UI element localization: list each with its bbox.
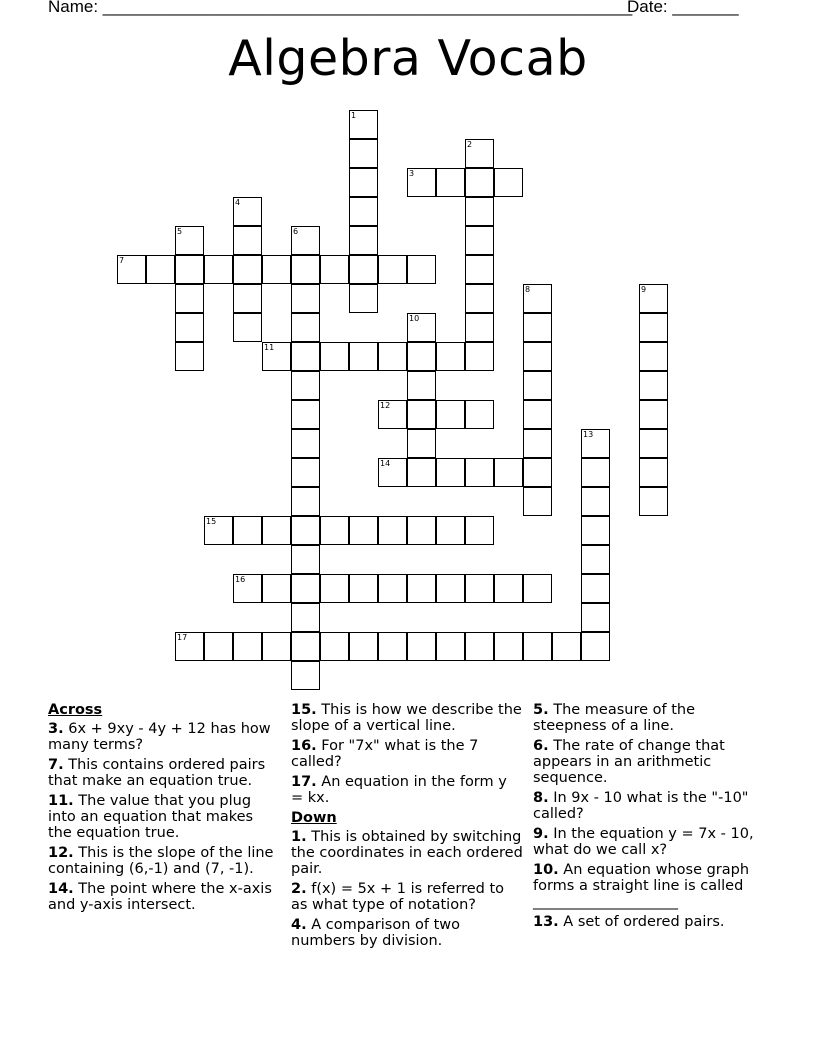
crossword-cell[interactable] — [436, 342, 465, 371]
clue-number: 6 — [293, 227, 299, 236]
crossword-cell[interactable] — [233, 313, 262, 342]
crossword-cell[interactable] — [175, 632, 204, 661]
clue-down-10: 10. An equation whose graph forms a straight line is called ____________________ — [533, 862, 750, 910]
crossword-cell[interactable] — [378, 632, 407, 661]
crossword-cell[interactable] — [436, 400, 465, 429]
crossword-cell[interactable] — [291, 313, 320, 342]
crossword-cell[interactable] — [407, 168, 436, 197]
crossword-cell[interactable] — [407, 632, 436, 661]
crossword-cell[interactable] — [465, 284, 494, 313]
clue-number: 14 — [380, 459, 391, 468]
crossword-cell[interactable] — [291, 632, 320, 661]
clue-across-12: 12. This is the slope of the line containing (6,-1) and (7, -1). — [48, 845, 274, 877]
crossword-cell[interactable] — [291, 400, 320, 429]
crossword-cell[interactable] — [523, 342, 552, 371]
crossword-cell[interactable] — [465, 516, 494, 545]
crossword-cell[interactable] — [291, 516, 320, 545]
crossword-cell[interactable] — [436, 574, 465, 603]
crossword-cell[interactable] — [494, 168, 523, 197]
crossword-cell[interactable] — [291, 371, 320, 400]
crossword-cell[interactable] — [639, 284, 668, 313]
clue-number: 13 — [583, 430, 594, 439]
crossword-cell[interactable] — [291, 545, 320, 574]
page-title: Algebra Vocab — [228, 30, 588, 87]
clue-number: 2 — [467, 140, 473, 149]
crossword-cell[interactable] — [436, 516, 465, 545]
crossword-cell[interactable] — [291, 574, 320, 603]
crossword-cell[interactable] — [291, 458, 320, 487]
crossword-cell[interactable] — [523, 574, 552, 603]
clue-column-3 — [533, 702, 765, 934]
crossword-cell[interactable] — [349, 342, 378, 371]
crossword-cell[interactable] — [465, 313, 494, 342]
crossword-cell[interactable] — [494, 574, 523, 603]
crossword-cell[interactable] — [349, 516, 378, 545]
crossword-cell[interactable] — [465, 197, 494, 226]
clue-across-3: 3. 6x + 9xy - 4y + 12 has how many terms? — [48, 721, 271, 753]
crossword-cell[interactable] — [378, 574, 407, 603]
crossword-cell[interactable] — [262, 342, 291, 371]
crossword-cell[interactable] — [320, 632, 349, 661]
date-field-label: Date: _______ — [627, 0, 739, 16]
crossword-cell[interactable] — [523, 284, 552, 313]
crossword-cell[interactable] — [175, 255, 204, 284]
clue-down-6: 6. The rate of change that appears in an arithmetic sequence. — [533, 738, 725, 786]
crossword-cell[interactable] — [465, 400, 494, 429]
crossword-cell[interactable] — [262, 255, 291, 284]
crossword-cell[interactable] — [320, 342, 349, 371]
crossword-cell[interactable] — [320, 255, 349, 284]
crossword-cell[interactable] — [523, 371, 552, 400]
crossword-cell[interactable] — [581, 429, 610, 458]
crossword-cell[interactable] — [262, 632, 291, 661]
crossword-cell[interactable] — [378, 516, 407, 545]
clue-number: 9 — [641, 285, 647, 294]
crossword-cell[interactable] — [523, 487, 552, 516]
crossword-cell[interactable] — [233, 197, 262, 226]
crossword-cell[interactable] — [407, 429, 436, 458]
crossword-cell[interactable] — [465, 458, 494, 487]
crossword-cell[interactable] — [349, 197, 378, 226]
crossword-cell[interactable] — [523, 632, 552, 661]
crossword-cell[interactable] — [581, 545, 610, 574]
crossword-cell[interactable] — [465, 255, 494, 284]
crossword-cell[interactable] — [465, 342, 494, 371]
crossword-cell[interactable] — [581, 603, 610, 632]
crossword-cell[interactable] — [291, 284, 320, 313]
crossword-cell[interactable] — [175, 226, 204, 255]
crossword-cell[interactable] — [465, 139, 494, 168]
crossword-cell[interactable] — [233, 574, 262, 603]
crossword-cell[interactable] — [378, 458, 407, 487]
clue-column-1 — [48, 702, 280, 917]
crossword-cell[interactable] — [523, 400, 552, 429]
crossword-cell[interactable] — [639, 342, 668, 371]
crossword-cell[interactable] — [639, 429, 668, 458]
clue-number: 16 — [235, 575, 246, 584]
crossword-cell[interactable] — [349, 284, 378, 313]
clue-down-1: 1. This is obtained by switching the coordinates in each ordered pair. — [291, 829, 523, 877]
clue-number: 11 — [264, 343, 275, 352]
crossword-cell[interactable] — [349, 139, 378, 168]
crossword-cell[interactable] — [291, 342, 320, 371]
crossword-cell[interactable] — [204, 632, 233, 661]
clue-number: 1 — [351, 111, 357, 120]
crossword-cell[interactable] — [233, 632, 262, 661]
crossword-cell[interactable] — [523, 429, 552, 458]
crossword-cell[interactable] — [175, 342, 204, 371]
clue-number: 7 — [119, 256, 125, 265]
crossword-cell[interactable] — [639, 371, 668, 400]
clue-across-11: 11. The value that you plug into an equation that makes the equation true. — [48, 793, 254, 841]
crossword-cell[interactable] — [349, 110, 378, 139]
crossword-cell[interactable] — [175, 313, 204, 342]
crossword-cell[interactable] — [581, 487, 610, 516]
crossword-cell[interactable] — [407, 371, 436, 400]
down-heading: Down — [291, 810, 337, 826]
crossword-cell[interactable] — [175, 284, 204, 313]
crossword-cell[interactable] — [639, 400, 668, 429]
clue-across-16: 16. For "7x" what is the 7 called? — [291, 738, 479, 770]
crossword-cell[interactable] — [465, 632, 494, 661]
crossword-cell[interactable] — [581, 632, 610, 661]
clue-column-2 — [291, 702, 523, 953]
crossword-cell[interactable] — [349, 226, 378, 255]
crossword-cell[interactable] — [146, 255, 175, 284]
crossword-cell[interactable] — [465, 168, 494, 197]
crossword-cell[interactable] — [436, 632, 465, 661]
clue-across-7: 7. This contains ordered pairs that make an equation true. — [48, 757, 266, 789]
crossword-cell[interactable] — [581, 458, 610, 487]
crossword-cell[interactable] — [378, 342, 407, 371]
clue-number: 12 — [380, 401, 391, 410]
crossword-cell[interactable] — [233, 255, 262, 284]
crossword-cell[interactable] — [349, 168, 378, 197]
crossword-cell[interactable] — [639, 487, 668, 516]
clue-across-15: 15. This is how we describe the slope of a vertical line. — [291, 702, 522, 734]
crossword-cell[interactable] — [407, 313, 436, 342]
crossword-cell[interactable] — [407, 342, 436, 371]
clue-number: 10 — [409, 314, 420, 323]
clue-number: 15 — [206, 517, 217, 526]
clue-down-13: 13. A set of ordered pairs. — [533, 914, 725, 930]
clue-number: 8 — [525, 285, 531, 294]
crossword-cell[interactable] — [407, 255, 436, 284]
crossword-cell[interactable] — [291, 429, 320, 458]
crossword-cell[interactable] — [233, 284, 262, 313]
crossword-cell[interactable] — [349, 255, 378, 284]
crossword-cell[interactable] — [523, 458, 552, 487]
across-heading: Across — [48, 702, 103, 718]
clue-down-9: 9. In the equation y = 7x - 10, what do we call x? — [533, 826, 754, 858]
crossword-cell[interactable] — [378, 255, 407, 284]
crossword-cell[interactable] — [407, 516, 436, 545]
crossword-cell[interactable] — [233, 226, 262, 255]
crossword-cell[interactable] — [581, 516, 610, 545]
crossword-cell[interactable] — [262, 516, 291, 545]
crossword-cell[interactable] — [291, 661, 320, 690]
clue-number: 3 — [409, 169, 415, 178]
clue-down-8: 8. In 9x - 10 what is the "-10" called? — [533, 790, 749, 822]
crossword-cell[interactable] — [639, 313, 668, 342]
crossword-cell[interactable] — [436, 458, 465, 487]
crossword-cell[interactable] — [117, 255, 146, 284]
crossword-cell[interactable] — [320, 574, 349, 603]
crossword-cell[interactable] — [204, 516, 233, 545]
crossword-cell[interactable] — [349, 574, 378, 603]
crossword-cell[interactable] — [407, 574, 436, 603]
crossword-cell[interactable] — [204, 255, 233, 284]
crossword-cell[interactable] — [262, 574, 291, 603]
clue-down-4: 4. A comparison of two numbers by division. — [291, 917, 461, 949]
crossword-cell[interactable] — [407, 400, 436, 429]
crossword-cell[interactable] — [291, 226, 320, 255]
name-field-label: Name: ________________________________________________________ — [48, 0, 633, 16]
clue-number: 4 — [235, 198, 241, 207]
clue-number: 17 — [177, 633, 188, 642]
crossword-cell[interactable] — [639, 458, 668, 487]
crossword-cell[interactable] — [291, 487, 320, 516]
crossword-cell[interactable] — [465, 226, 494, 255]
crossword-cell[interactable] — [349, 632, 378, 661]
crossword-cell[interactable] — [581, 574, 610, 603]
crossword-cell[interactable] — [465, 574, 494, 603]
crossword-cell[interactable] — [291, 603, 320, 632]
crossword-cell[interactable] — [233, 516, 262, 545]
crossword-cell[interactable] — [378, 400, 407, 429]
clue-number: 5 — [177, 227, 183, 236]
clue-across-14: 14. The point where the x-axis and y-axis intersect. — [48, 881, 272, 913]
crossword-cell[interactable] — [494, 632, 523, 661]
clue-down-2: 2. f(x) = 5x + 1 is referred to as what type of notation? — [291, 881, 505, 913]
crossword-cell[interactable] — [523, 313, 552, 342]
crossword-cell[interactable] — [291, 255, 320, 284]
clue-down-5: 5. The measure of the steepness of a line. — [533, 702, 696, 734]
crossword-cell[interactable] — [320, 516, 349, 545]
clue-across-17: 17. An equation in the form y = kx. — [291, 774, 507, 806]
crossword-cell[interactable] — [552, 632, 581, 661]
crossword-cell[interactable] — [494, 458, 523, 487]
crossword-cell[interactable] — [436, 168, 465, 197]
crossword-cell[interactable] — [407, 458, 436, 487]
